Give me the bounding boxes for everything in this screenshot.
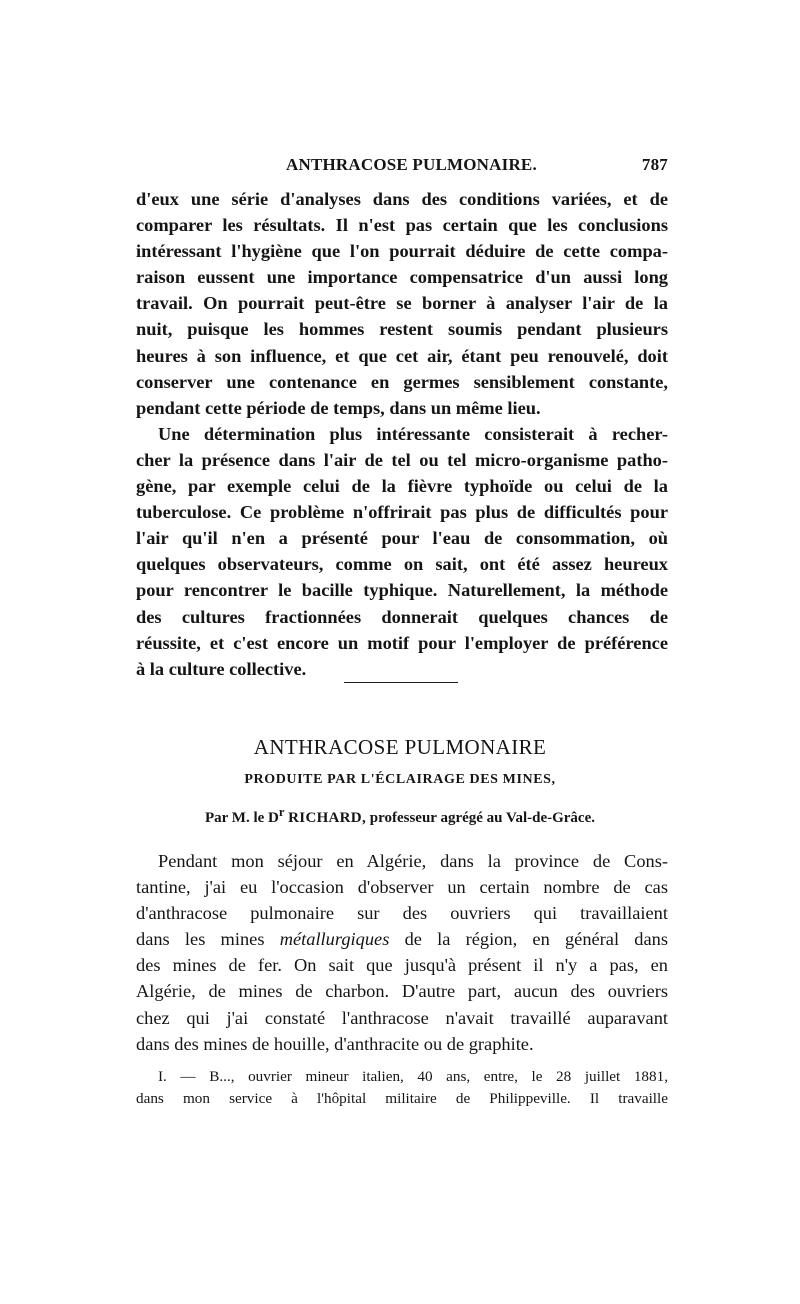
section-separator-rule <box>344 682 458 683</box>
page-number: 787 <box>641 155 668 174</box>
text-line: des mines de fer. On sait que jusqu'à présent il n'y a pas, en <box>136 955 668 976</box>
text-line: des cultures fractionnées donnerait quelques chances de <box>136 606 668 627</box>
paragraph-analyses <box>136 186 668 421</box>
text-line: comparer les résultats. Il n'est pas certain que les conclusions <box>136 215 668 236</box>
running-header <box>136 155 668 179</box>
italic-word: métallurgiques <box>279 929 390 950</box>
text-line: réussite, et c'est encore un motif pour l'employer de préférence <box>136 632 668 653</box>
text-line: nuit, puisque les hommes restent soumis pendant plusieurs <box>136 319 668 340</box>
author-role: professeur agrégé au Val-de-Grâce. <box>369 810 595 826</box>
text-line: chez qui j'ai constaté l'anthracose n'avait travaillé auparavant <box>136 1007 668 1028</box>
text-line: à la culture collective. <box>136 658 307 679</box>
case-observation <box>136 1066 668 1109</box>
text-line: conserver une contenance en germes sensiblement constante, <box>136 371 668 392</box>
text-line: travail. On pourrait peut-être se borner à analyser l'air de la <box>136 293 668 314</box>
text-line: Pendant mon séjour en Algérie, dans la province de Cons- <box>158 851 668 871</box>
text-line: intéressant l'hygiène que l'on pourrait déduire de cette compa- <box>136 241 668 262</box>
text-line: d'anthracose pulmonaire sur des ouvriers qui travaillaient <box>136 903 668 924</box>
text-line: dans mon service à l'hôpital militaire de Philippeville. Il travaille <box>136 1089 668 1107</box>
byline-prefix: Par M. le D <box>204 810 279 826</box>
text-line: quelques observateurs, comme on sait, ont été assez heureux <box>136 554 668 575</box>
text-line: pendant cette période de temps, dans un même lieu. <box>136 397 541 418</box>
text-line: gène, par exemple celui de la fièvre typhoïde ou celui de la <box>136 476 668 497</box>
article-byline <box>0 805 800 827</box>
article-body <box>136 848 668 1057</box>
paragraph-determination <box>136 421 668 682</box>
text-segment: de la région, en général dans <box>404 929 668 950</box>
text-line-mixed <box>136 926 668 952</box>
text-line: cher la présence dans l'air de tel ou tel micro-organisme patho- <box>136 449 668 470</box>
text-line: Une détermination plus intéressante consisterait à recher- <box>158 423 668 444</box>
byline-superscript: r <box>278 805 285 819</box>
article-subtitle: PRODUITE PAR L'ÉCLAIRAGE DES MINES, <box>244 772 556 787</box>
text-line: d'eux une série d'analyses dans des conditions variées, et de <box>136 189 668 209</box>
text-line: heures à son influence, et que cet air, étant peu renouvelé, doit <box>136 345 668 366</box>
text-line: I. — B..., ouvrier mineur italien, 40 ans, entre, le 28 juillet 1881, <box>158 1068 668 1085</box>
text-line: tantine, j'ai eu l'occasion d'observer un certain nombre de cas <box>136 877 668 898</box>
text-segment: dans les mines <box>136 929 265 950</box>
text-line: Algérie, de mines de charbon. D'autre part, aucun des ouvriers <box>136 981 668 1002</box>
text-line: pour rencontrer le bacille typhique. Naturellement, la méthode <box>136 580 668 601</box>
running-title: ANTHRACOSE PULMONAIRE. <box>286 155 537 174</box>
text-line: l'air qu'il n'en a présenté pour l'eau de consommation, où <box>136 528 668 549</box>
text-line: raison eussent une importance compensatrice d'un aussi long <box>136 267 668 288</box>
author-name: RICHARD, <box>288 810 366 826</box>
article-title: ANTHRACOSE PULMONAIRE <box>253 735 547 759</box>
text-line: dans des mines de houille, d'anthracite ou de graphite. <box>136 1033 534 1054</box>
text-line: tuberculose. Ce problème n'offrirait pas plus de difficultés pour <box>136 502 668 523</box>
continued-text <box>136 186 668 682</box>
